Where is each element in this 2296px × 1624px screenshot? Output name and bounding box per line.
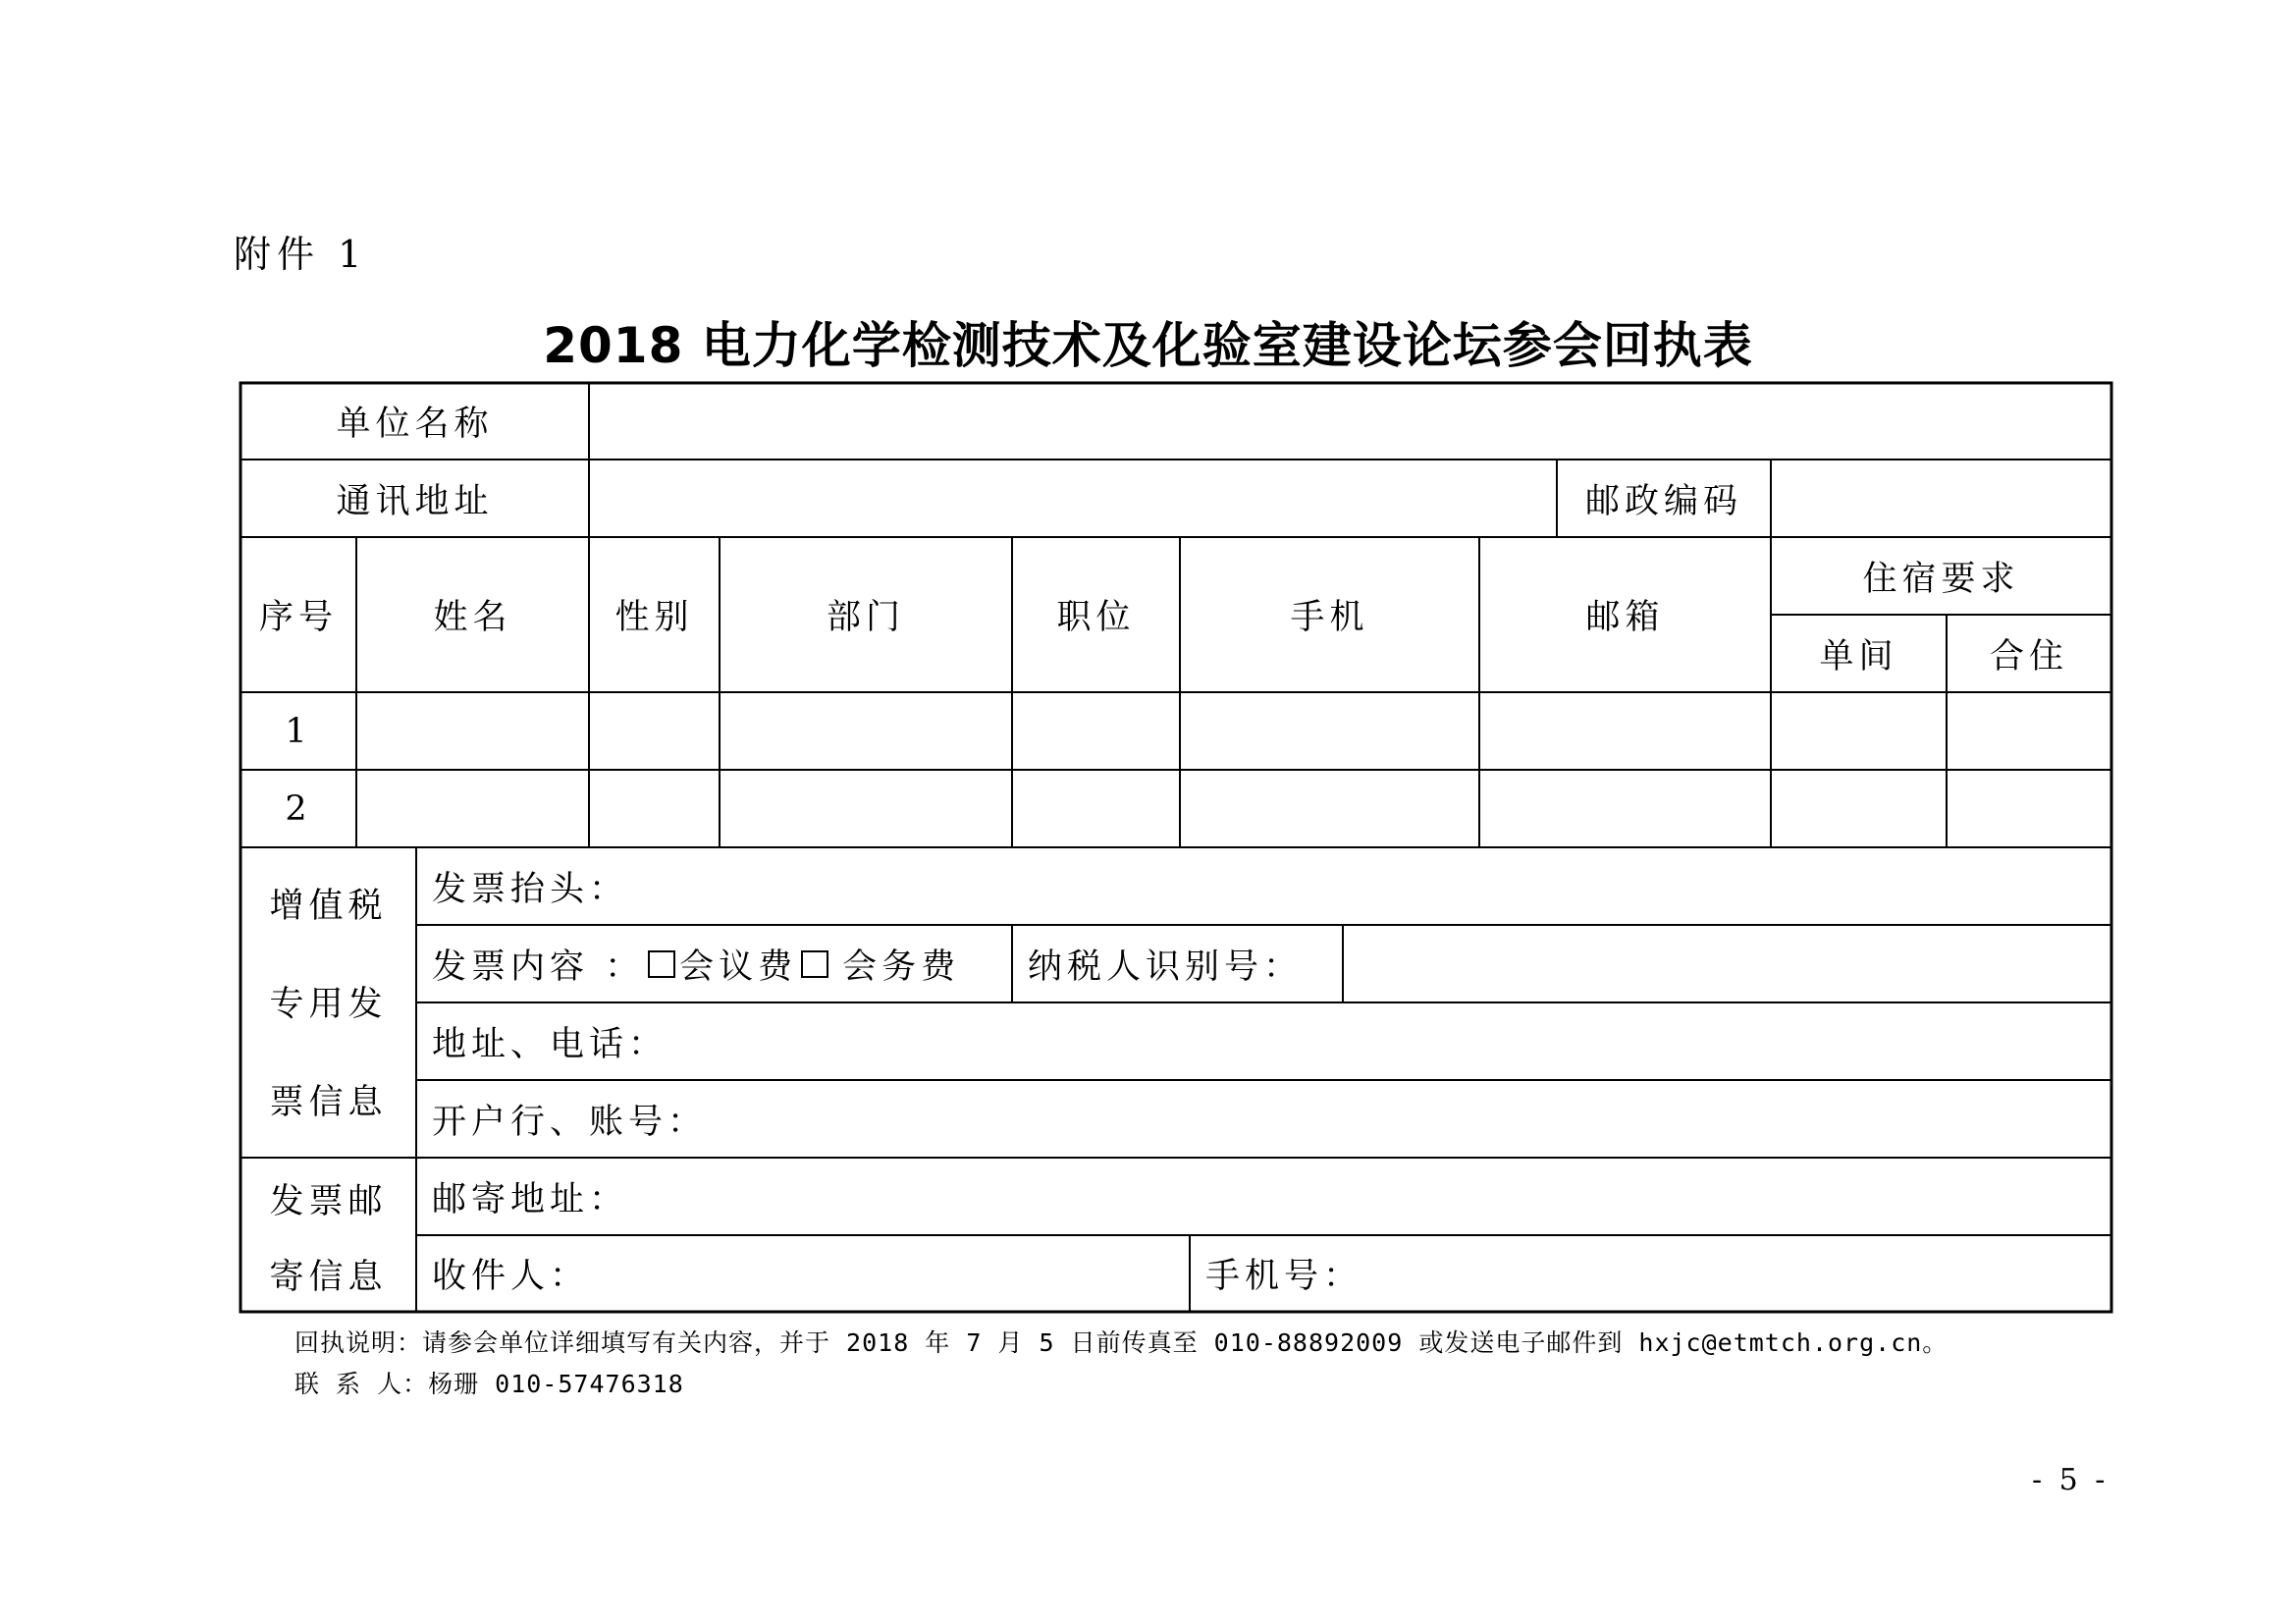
col-email-header: 邮箱 <box>1585 598 1665 637</box>
col-shared-header: 合住 <box>1989 636 2068 677</box>
invoice-section-label-line: 增值税 <box>269 887 388 926</box>
invoice-content-label: 发票内容 ： <box>432 947 645 987</box>
col-name-header: 姓名 <box>433 598 512 637</box>
row-number: 2 <box>285 788 312 829</box>
col-seq-header: 序号 <box>258 598 338 637</box>
recipient-phone-field[interactable]: 手机号： <box>1205 1257 1363 1296</box>
address-phone-field[interactable]: 地址、电话： <box>432 1024 668 1064</box>
meeting-fee-checkbox[interactable] <box>648 950 675 978</box>
col-dept-header: 部门 <box>826 598 905 637</box>
recipient-field[interactable]: 收件人： <box>432 1257 590 1296</box>
row-number: 1 <box>285 711 312 751</box>
contact-person-note: 联 系 人：杨珊 010-57476318 <box>294 1370 684 1398</box>
form-title: 2018 电力化学检测技术及化验室建设论坛参会回执表 <box>543 317 1753 374</box>
col-lodging-header: 住宿要求 <box>1862 559 2020 599</box>
mailing-section-label <box>240 1162 416 1312</box>
address-field[interactable] <box>589 460 1557 537</box>
postcode-label: 邮政编码 <box>1584 481 1742 521</box>
mailing-section-label-line: 寄信息 <box>269 1257 388 1297</box>
taxpayer-id-label: 纳税人识别号： <box>1028 947 1304 987</box>
col-single-header: 单间 <box>1819 636 1898 677</box>
invoice-section-label-line: 专用发 <box>269 985 388 1024</box>
invoice-content-field[interactable] <box>416 925 1012 1002</box>
invoice-section-label-line: 票信息 <box>269 1083 388 1122</box>
mailing-address-field[interactable]: 邮寄地址： <box>432 1179 629 1219</box>
conference-service-fee-checkbox[interactable] <box>801 950 828 978</box>
unit-name-field[interactable] <box>589 383 2111 460</box>
postcode-field[interactable] <box>1771 460 2111 537</box>
invoice-section-label <box>240 854 416 1149</box>
attachment-label: 附件 1 <box>234 233 368 276</box>
page-number: - 5 - <box>2032 1463 2109 1497</box>
col-position-header: 职位 <box>1056 598 1136 637</box>
meeting-fee-label: 会议费 <box>679 947 798 987</box>
bank-account-field[interactable]: 开户行、账号： <box>432 1102 708 1142</box>
col-mobile-header: 手机 <box>1290 598 1369 637</box>
return-instructions-note: 回执说明：请参会单位详细填写有关内容，并于 2018 年 7 月 5 日前传真至 010-88892009 或发送电子邮件到 hxjc@etmtch.org.cn。 <box>294 1328 1949 1357</box>
address-label: 通讯地址 <box>336 481 494 521</box>
col-gender-header: 性别 <box>614 598 694 637</box>
invoice-title-field[interactable]: 发票抬头： <box>432 869 629 909</box>
taxpayer-id-field[interactable] <box>1343 925 2111 1002</box>
unit-name-label: 单位名称 <box>336 405 494 444</box>
conference-service-fee-label: 会务费 <box>842 947 961 987</box>
mailing-section-label-line: 发票邮 <box>269 1182 388 1222</box>
